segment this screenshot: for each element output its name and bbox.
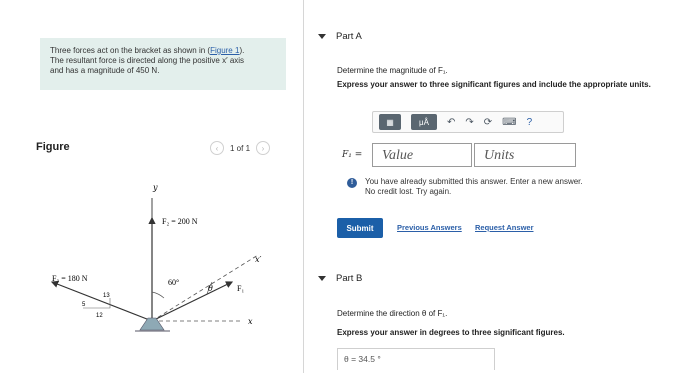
warning-line-2: No credit lost. Try again. [365, 187, 452, 196]
request-answer-link[interactable]: Request Answer [475, 223, 534, 232]
part-a-question: Determine the magnitude of F₁. [337, 66, 448, 75]
y-axis-label: y [153, 183, 158, 192]
keyboard-icon[interactable]: ⌨ [502, 116, 517, 128]
part-a-title: Part A [336, 31, 362, 42]
reset-icon[interactable]: ⟳ [483, 116, 493, 128]
right-panel [304, 0, 700, 373]
problem-line-1: Three forces act on the bracket as shown in (Figure 1). [50, 46, 245, 55]
problem-statement [40, 38, 286, 90]
part-b-title: Part B [336, 273, 363, 284]
left-panel [0, 0, 303, 373]
slope-5: 5 [82, 302, 86, 308]
warning-line-1: You have already submitted this answer. Enter a new answer. [365, 177, 583, 186]
f3-label: F₃ = 180 N [52, 274, 88, 283]
undo-icon[interactable]: ↶ [447, 116, 456, 128]
f2-label: F₂ = 200 N [162, 217, 198, 226]
slope-13: 13 [103, 293, 110, 299]
value-input[interactable]: Value [372, 143, 472, 167]
answer-toolbar [372, 111, 564, 133]
part-a-instruction: Express your answer to three significant figures and include the appropriate units. [337, 80, 651, 89]
units-button[interactable]: μÅ [411, 114, 437, 130]
angle-60-arc [152, 292, 164, 298]
slope-12: 12 [96, 313, 103, 319]
theta-label: θ [208, 284, 213, 293]
units-input[interactable]: Units [474, 143, 576, 167]
submit-button[interactable]: Submit [337, 218, 383, 238]
figure-title: Figure [36, 141, 70, 153]
x-prime-label: x′ [255, 255, 262, 264]
alert-icon: ! [347, 178, 357, 188]
theta-answer-field[interactable]: θ = 34.5 ° [337, 348, 495, 370]
prev-figure-button[interactable]: ‹ [210, 141, 224, 155]
previous-answers-link[interactable]: Previous Answers [397, 223, 462, 232]
f1-label: F₁ [237, 284, 245, 293]
redo-icon[interactable]: ↷ [465, 116, 474, 128]
help-icon[interactable]: ? [526, 116, 533, 128]
part-b-instruction: Express your answer in degrees to three significant figures. [337, 328, 565, 337]
answer-label: F₁ = [342, 150, 363, 160]
figure-pager [210, 141, 270, 155]
figure-link[interactable]: Figure 1 [210, 46, 240, 55]
f1-force-arrow [152, 282, 232, 321]
next-figure-button[interactable]: › [256, 141, 270, 155]
x-axis-label: x [248, 317, 253, 326]
bracket-figure [40, 170, 280, 338]
part-a-header[interactable] [318, 31, 362, 42]
angle-60-label: 60° [168, 278, 180, 287]
templates-button[interactable]: ▦ [379, 114, 401, 130]
collapse-triangle-icon [318, 34, 326, 39]
pager-label: 1 of 1 [230, 143, 251, 153]
part-b-header[interactable] [318, 273, 362, 284]
collapse-triangle-icon [318, 276, 326, 281]
warning-message [347, 177, 583, 197]
answer-row [342, 143, 576, 167]
part-b-question: Determine the direction θ of F₁. [337, 309, 448, 318]
problem-line-2: The resultant force is directed along the positive x′ axis [50, 56, 245, 65]
problem-line-3: and has a magnitude of 450 N. [50, 66, 160, 75]
bracket-support [140, 318, 164, 330]
